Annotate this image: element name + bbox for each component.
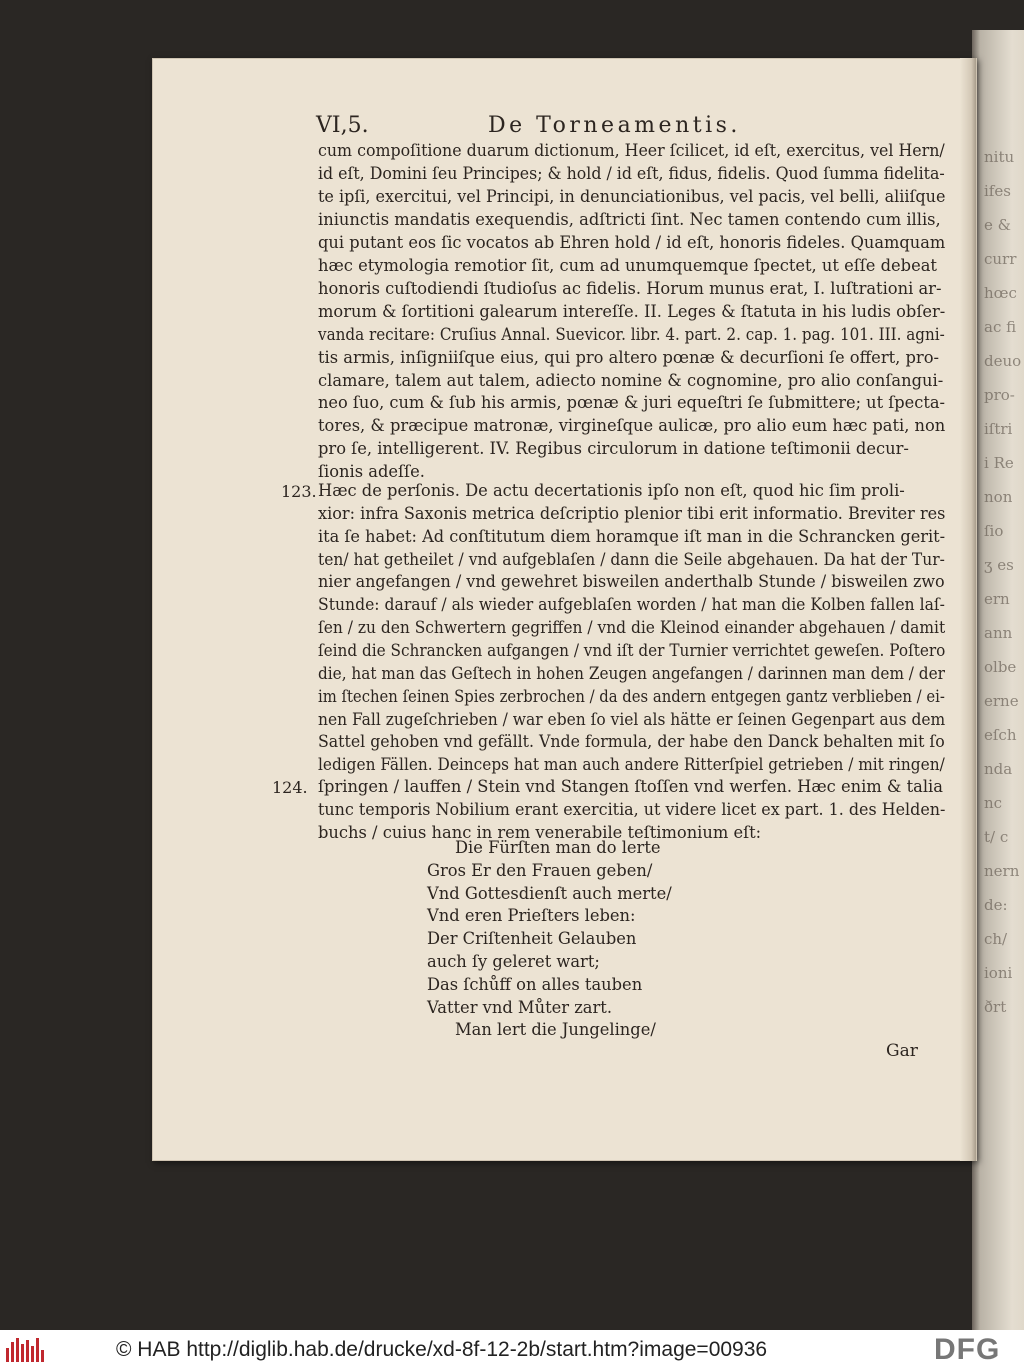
text-line: pro ſe, intelligerent. IV. Regibus circulorum in datione teſtimonii decur- [318,439,909,459]
verse-line: Das ſchůff on alles tauben [427,974,643,994]
verse-line: Vnd Gottesdienſt auch merte/ [427,883,672,903]
text-line: ſpringen / lauffen / Stein vnd Stangen ſtoſſen vnd werfen. Hæc enim & talia [318,777,943,796]
adjacent-page-fragment: ern [984,590,1010,608]
text-line: ſionis adeſſe. [318,462,425,482]
adjacent-page-fragment: ʒ es [984,556,1014,574]
adjacent-page-fragment: nitu [984,148,1015,166]
text-line: ten/ hat getheilet / vnd aufgeblaſen / dann die Seile abgehauen. Da hat der Tur- [318,549,945,569]
text-line: die, hat man das Geſtech in hohen Zeugen angefangen / darinnen man dem / der [318,663,945,683]
text-line: Sattel gehoben vnd gefällt. Vnde formula, der habe den Danck behalten mit ſo [318,732,945,752]
adjacent-page-fragment: i Re [984,454,1014,472]
text-line: ſeind die Schrancken aufgangen / vnd iſt der Turnier verrichtet geweſen. Poſtero [318,640,946,660]
catchword: Gar [886,1041,918,1061]
adjacent-page-fragment: nc [984,794,1003,812]
text-line: xior: infra Saxonis metrica deſcriptio plenior tibi erit informatio. Breviter res [318,503,946,523]
page-fold-shadow [960,58,976,1161]
adjacent-page-fragment: non [984,488,1013,506]
text-line: ſen / zu den Schwertern gegriffen / vnd die Kleinod einander abgehauen / damit [318,618,946,638]
text-line: nen Fall zugeſchrieben / war eben ſo viel als hätte er ſeinen Gegenpart aus dem [318,709,946,729]
text-line: tis armis, inſigniiſque eius, qui pro altero pœnæ & decurſioni ſe offert, pro- [318,347,940,367]
text-line: tunc temporis Nobilium erant exercitia, ut videre licet ex part. 1. des Helden- [318,799,946,819]
running-title: De Torneamentis. [488,113,741,138]
footer-bar [0,1330,1024,1370]
adjacent-page-fragment: deuo [984,352,1022,370]
text-line: hæc etymologia remotior ſit, cum ad unumquemque ſpectet, ut eſſe debeat [318,255,937,275]
paragraph-number-124: 124. [272,778,308,797]
adjacent-page-fragment: nern [984,862,1020,880]
paragraph-number-123: 123. [281,482,317,501]
adjacent-page-fragment: ſio [984,522,1004,540]
verse-line: Vnd eren Prieſters leben: [427,906,636,926]
adjacent-page-fragment: eſch [984,726,1017,744]
adjacent-page-fragment: ifes [984,182,1011,200]
verse-line: Die Fürſten man do lerte [455,838,661,857]
adjacent-page-fragment: e & [984,216,1011,234]
footer-copyright-link[interactable]: © HAB http://diglib.hab.de/drucke/xd-8f-12-2b/start.htm?image=00936 [116,1338,768,1361]
dfg-logo: DFG [934,1333,1001,1366]
text-line: ita ſe habet: Ad conſtitutum diem horamque iſt man in die Schrancken gerit- [318,526,946,546]
adjacent-page-fragment: nda [984,760,1013,778]
text-line: im ſtechen ſeinen Spies zerbrochen / da des andern entgegen gantz verblieben / ei- [318,686,945,706]
text-line: tores, & præcipue matronæ, virgineſque aulicæ, pro alio eum hæc pati, non [318,416,946,436]
folio-number: VI,5. [316,113,369,138]
text-line: nier angefangen / vnd gewehret bisweilen anderthalb Stunde / bisweilen zwo [318,572,945,592]
text-line: neo ſuo, cum & ſub his armis, pœnæ & juri equeſtri ſe ſubmittere; ut ſpecta- [318,393,945,413]
adjacent-page-fragment: ch/ [984,930,1008,948]
adjacent-page-fragment: pro- [984,386,1015,404]
text-line: honoris cuſtodiendi ſtudioſus ac fidelis. Horum munus erat, I. luſtrationi ar- [318,278,942,298]
text-line: vanda recitare: Cruſius Annal. Suevicor. libr. 4. part. 2. cap. 1. pag. 101. III. agni- [318,324,945,344]
text-line: id eſt, Domini ſeu Principes; & hold / id eſt, fidus, fidelis. Quod ſumma fidelita- [318,163,945,183]
adjacent-page-fragment: hœc [984,284,1017,302]
adjacent-page-fragment: t/ c [984,828,1009,846]
text-line: cum compoſitione duarum dictionum, Heer ſcilicet, id eſt, exercitus, vel Hern/ [318,141,945,160]
text-line: qui putant eos ſic vocatos ab Ehren hold / id eſt, honoris fideles. Quamquam [318,232,946,252]
adjacent-page-fragment: olbe [984,658,1017,676]
text-line: clamare, talem aut talem, adiecto nomine & cognomine, pro alio conſangui- [318,370,944,390]
text-line: Stunde: darauf / als wieder aufgeblaſen worden / hat man die Kolben fallen laſ- [318,595,945,615]
adjacent-page-fragment: ðrt [984,998,1007,1016]
verse-line: Der Criſtenheit Gelauben [427,929,637,949]
adjacent-page-fragment: ann [984,624,1013,642]
verse-line: Gros Er den Frauen geben/ [427,860,653,880]
adjacent-page-fragment: ioni [984,964,1013,982]
text-line: te ipſi, exercitui, vel Principi, in denunciationibus, vel pacis, vel belli, aliiſque [318,186,946,206]
hab-logo-icon [6,1338,46,1362]
verse-line: Man lert die Jungelinge/ [455,1020,656,1040]
verse-line: auch ſy geleret wart; [427,952,600,971]
text-line: iniunctis mandatis exequendis, adſtricti ſint. Nec tamen contendo cum illis, [318,209,941,229]
verse-line: Vatter vnd Můter zart. [427,997,613,1017]
adjacent-page-fragment: iſtri [984,420,1013,438]
text-line: morum & ſortitioni galearum intereſſe. II. Leges & ſtatuta in his ludis obſer- [318,301,946,321]
text-line: buchs / cuius hanc in rem venerabile teſtimonium eſt: [318,822,762,842]
text-line: ledigen Fällen. Deinceps hat man auch andere Ritterſpiel getrieben / mit ringen/ [318,755,945,775]
adjacent-page-fragment: ac fi [984,318,1017,336]
adjacent-page-fragment: de: [984,896,1008,914]
adjacent-page-fragment: erne [984,692,1019,710]
adjacent-page-fragment: curr [984,250,1017,268]
text-line: Hæc de perſonis. De actu decertationis ipſo non eſt, quod hic ſim proli- [318,481,905,500]
